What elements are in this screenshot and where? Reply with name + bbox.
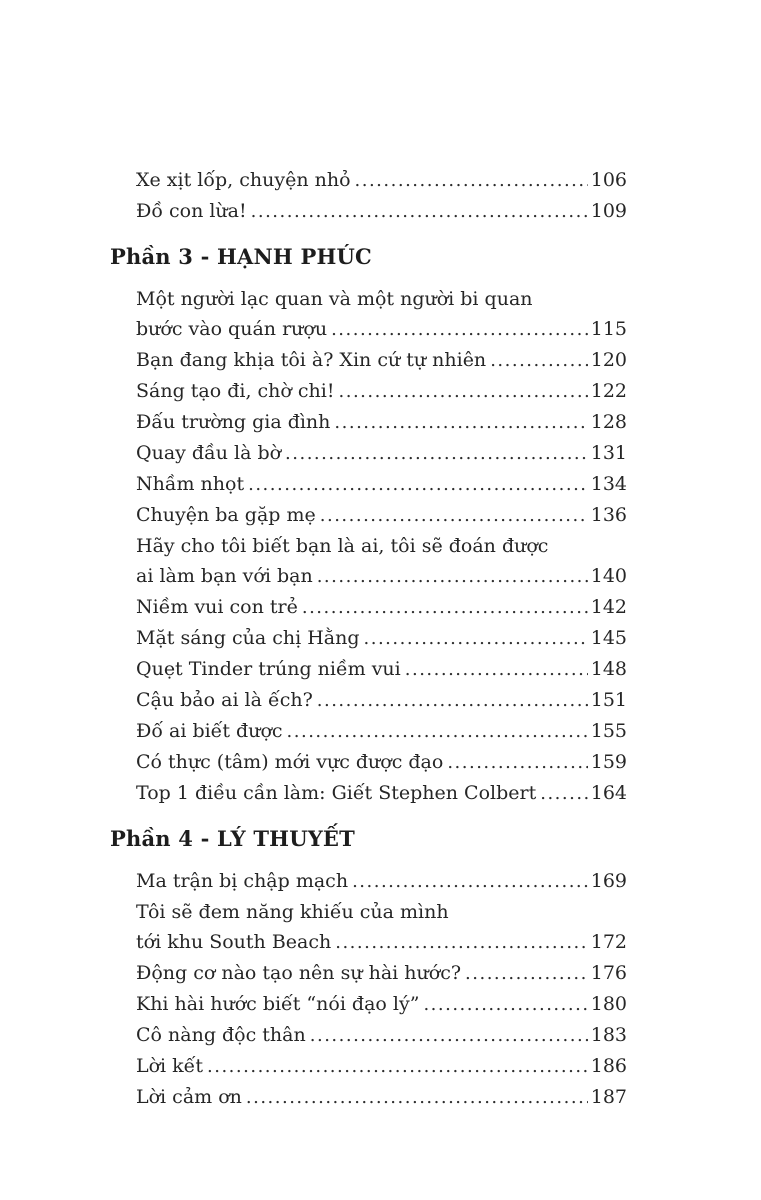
toc-entry-page-number: 140 <box>590 565 627 587</box>
toc-entry <box>110 284 627 345</box>
dot-leader <box>405 654 588 685</box>
toc-entry-last-line <box>136 716 627 747</box>
toc-entry-last-line <box>136 927 627 958</box>
toc-entry-last-line <box>136 407 627 438</box>
toc-entry-last-line <box>136 1082 627 1113</box>
toc-entry-page-number: 122 <box>590 380 627 402</box>
dot-leader <box>317 561 588 592</box>
dot-leader <box>339 376 588 407</box>
toc-entry <box>110 376 627 407</box>
dot-leader <box>285 438 588 469</box>
toc-entry-page-number: 109 <box>590 200 627 222</box>
toc-entry <box>110 196 627 227</box>
toc-entry-page-number: 183 <box>590 1024 627 1046</box>
toc-entry-title-line: Hãy cho tôi biết bạn là ai, tôi sẽ đoán được <box>136 535 549 557</box>
toc-entry-page-number: 186 <box>590 1055 627 1077</box>
toc-entry <box>110 407 627 438</box>
toc-entry-title: tới khu South Beach <box>136 931 332 953</box>
toc-entry <box>110 989 627 1020</box>
dot-leader <box>540 778 588 809</box>
toc-entry-page-number: 151 <box>590 689 627 711</box>
dot-leader <box>352 866 588 897</box>
toc-entry-title: bước vào quán rượu <box>136 318 328 340</box>
toc-entry-page-number: 136 <box>590 504 627 526</box>
toc-entry-title-line: Tôi sẽ đem năng khiếu của mình <box>136 901 449 923</box>
dot-leader <box>447 747 587 778</box>
dot-leader <box>320 500 588 531</box>
toc-entry <box>110 531 627 592</box>
toc-entry-title: ai làm bạn với bạn <box>136 565 313 587</box>
toc-entry <box>110 778 627 809</box>
dot-leader <box>302 592 588 623</box>
toc-entry-last-line <box>136 958 627 989</box>
toc-entry <box>110 958 627 989</box>
dot-leader <box>355 165 588 196</box>
toc-entry-page-number: 128 <box>590 411 627 433</box>
dot-leader <box>465 958 588 989</box>
dot-leader <box>335 927 588 958</box>
toc-entry-page-number: 115 <box>590 318 627 340</box>
toc-entry-title: Top 1 điều cần làm: Giết Stephen Colbert <box>136 782 537 804</box>
toc-entry-page-number: 155 <box>590 720 627 742</box>
toc-entry-page-number: 169 <box>590 870 627 892</box>
toc-entry-title: Nhầm nhọt <box>136 473 245 495</box>
toc-entry <box>110 438 627 469</box>
toc-entry-last-line <box>136 747 627 778</box>
toc-entry-title: Ma trận bị chập mạch <box>136 870 349 892</box>
dot-leader <box>246 1082 588 1113</box>
toc-entry <box>110 165 627 196</box>
toc-entry-page-number: 176 <box>590 962 627 984</box>
toc-entry-last-line <box>136 469 627 500</box>
toc-entry-page-number: 134 <box>590 473 627 495</box>
toc-entry-title: Động cơ nào tạo nên sự hài hước? <box>136 962 462 984</box>
toc-entry-title: Lời kết <box>136 1055 204 1077</box>
toc-entry <box>110 592 627 623</box>
toc-entry-last-line <box>136 623 627 654</box>
dot-leader <box>423 989 587 1020</box>
dot-leader <box>331 314 588 345</box>
toc-entry <box>110 654 627 685</box>
toc-entry-last-line <box>136 165 627 196</box>
dot-leader <box>334 407 587 438</box>
toc-entry-page-number: 148 <box>590 658 627 680</box>
toc-entry-last-line <box>136 500 627 531</box>
toc-entry-title: Sáng tạo đi, chờ chi! <box>136 380 335 402</box>
dot-leader <box>287 716 588 747</box>
dot-leader <box>364 623 588 654</box>
toc-entry-title: Xe xịt lốp, chuyện nhỏ <box>136 169 351 191</box>
toc-entry-last-line <box>136 685 627 716</box>
dot-leader <box>207 1051 588 1082</box>
toc-entry <box>110 866 627 897</box>
toc-entry-page-number: 159 <box>590 751 627 773</box>
toc-entry <box>110 1082 627 1113</box>
toc-entry-page-number: 106 <box>590 169 627 191</box>
toc-entry-last-line <box>136 561 627 592</box>
toc-entry <box>110 469 627 500</box>
toc-entry <box>110 897 627 958</box>
toc-entry-title: Niềm vui con trẻ <box>136 596 298 618</box>
toc-entry-last-line <box>136 592 627 623</box>
dot-leader <box>251 196 588 227</box>
toc-entry-title: Đồ con lừa! <box>136 200 247 222</box>
toc-entry <box>110 685 627 716</box>
toc-entry-last-line <box>136 314 627 345</box>
toc-entry-title: Đấu trường gia đình <box>136 411 331 433</box>
toc-entry-title: Cậu bảo ai là ếch? <box>136 689 313 711</box>
toc-entry <box>110 345 627 376</box>
toc-entry-page-number: 187 <box>590 1086 627 1108</box>
toc-entry-title: Khi hài hước biết “nói đạo lý” <box>136 993 420 1015</box>
toc-entry-last-line <box>136 866 627 897</box>
toc-entry-title: Mặt sáng của chị Hằng <box>136 627 360 649</box>
toc-entry-title: Chuyện ba gặp mẹ <box>136 504 316 526</box>
dot-leader <box>310 1020 588 1051</box>
toc-entry-last-line <box>136 1051 627 1082</box>
toc-entry-title: Cô nàng độc thân <box>136 1024 306 1046</box>
toc-entry-page-number: 142 <box>590 596 627 618</box>
toc-entry <box>110 500 627 531</box>
toc-entry-page-number: 180 <box>590 993 627 1015</box>
dot-leader <box>317 685 588 716</box>
toc-entry-title: Lời cảm ơn <box>136 1086 242 1108</box>
dot-leader <box>490 345 588 376</box>
section-heading: Phần 4 - LÝ THUYẾT <box>110 826 355 851</box>
toc-entry <box>110 716 627 747</box>
toc-entry-page-number: 145 <box>590 627 627 649</box>
toc-entry-page-number: 120 <box>590 349 627 371</box>
toc-entry-title: Đố ai biết được <box>136 720 283 742</box>
section-heading: Phần 3 - HẠNH PHÚC <box>110 244 372 269</box>
toc-entry-last-line <box>136 376 627 407</box>
toc-entry-page-number: 131 <box>590 442 627 464</box>
toc-entry <box>110 1051 627 1082</box>
toc-entry-page-number: 172 <box>590 931 627 953</box>
toc-entry-last-line <box>136 438 627 469</box>
toc-entry-last-line <box>136 1020 627 1051</box>
toc-entry-title: Có thực (tâm) mới vực được đạo <box>136 751 444 773</box>
toc-entry <box>110 623 627 654</box>
toc-entry <box>110 1020 627 1051</box>
toc-entry-title: Bạn đang khịa tôi à? Xin cứ tự nhiên <box>136 349 487 371</box>
toc-entry-last-line <box>136 989 627 1020</box>
toc-entry-page-number: 164 <box>590 782 627 804</box>
toc-entry-title-line: Một người lạc quan và một người bi quan <box>136 288 533 310</box>
toc-entry-last-line <box>136 345 627 376</box>
table-of-contents <box>110 165 627 1113</box>
toc-entry-title: Quay đầu là bờ <box>136 442 282 464</box>
toc-entry-last-line <box>136 654 627 685</box>
toc-entry-last-line <box>136 196 627 227</box>
toc-entry <box>110 747 627 778</box>
toc-entry-last-line <box>136 778 627 809</box>
toc-entry-title: Quẹt Tinder trúng niềm vui <box>136 658 401 680</box>
dot-leader <box>248 469 588 500</box>
